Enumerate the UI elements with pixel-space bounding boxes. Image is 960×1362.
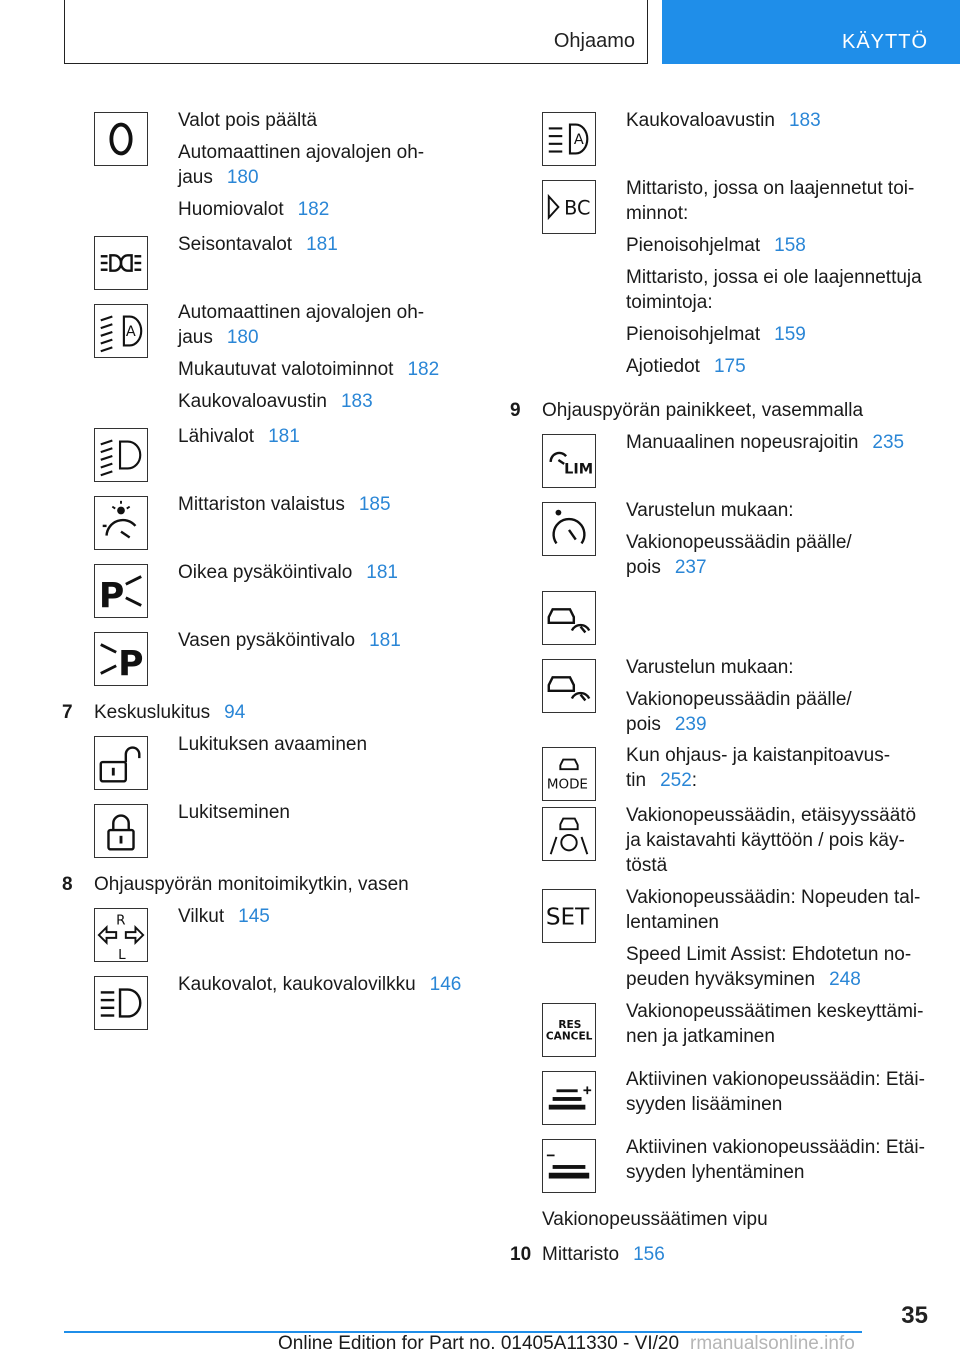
page-reference-link[interactable]: 252 (660, 770, 692, 791)
row-description (626, 655, 930, 737)
item-number: 8 (62, 874, 73, 895)
row-description (626, 999, 930, 1049)
description-line: Mukautuvat valotoiminnot 182 (178, 359, 440, 380)
description-line: Vakionopeussäätimen keskeyttämi- nen ja jatkaminen (626, 1001, 924, 1047)
svg-text:LIM: LIM (564, 461, 594, 478)
icon-row (62, 800, 472, 868)
lane-assist-icon (542, 807, 596, 861)
speed-limiter-icon (542, 434, 596, 488)
icon-row (510, 587, 930, 655)
description-line: Aktiivinen vakionopeussäädin: Etäi- syyden lyhentäminen (626, 1137, 925, 1183)
row-description (626, 498, 930, 580)
page-reference-link[interactable]: 145 (238, 906, 270, 927)
svg-text:P: P (118, 644, 144, 685)
row-description (178, 492, 472, 517)
page-reference-link[interactable]: 181 (369, 630, 401, 651)
icon-row (510, 803, 930, 885)
unlock-icon (94, 736, 148, 790)
description-line: Kun ohjaus- ja kaistanpitoavus- tin 252: (626, 745, 891, 791)
item-number: 7 (62, 702, 73, 723)
description-line: Pienoisohjelmat 159 (626, 324, 806, 345)
description-line: Varustelun mukaan: (626, 500, 794, 521)
page-number: 35 (901, 1302, 928, 1329)
row-description (178, 732, 472, 757)
row-description (626, 1067, 930, 1117)
icon-row (62, 972, 472, 1040)
description-line: Vakionopeussäädin päälle/ pois 239 (626, 689, 852, 735)
icon-row (62, 732, 472, 800)
description-line: Ajotiedot 175 (626, 356, 746, 377)
high-beam-assist-icon (542, 112, 596, 166)
row-description (178, 904, 472, 929)
description-line: Valot pois päältä (178, 110, 318, 131)
high-beam-icon (94, 976, 148, 1030)
svg-text:R: R (116, 912, 126, 929)
page-reference-link[interactable]: 181 (268, 426, 300, 447)
svg-text:SET: SET (545, 904, 590, 931)
icon-row (510, 1135, 930, 1203)
description-line: Kaukovaloavustin 183 (178, 391, 373, 412)
footer-edition: Online Edition for Part no. 01405A11330 - VI/20 (278, 1333, 680, 1354)
icon-row (510, 176, 930, 394)
page-reference-link[interactable]: 237 (674, 557, 707, 578)
svg-text:L: L (118, 947, 126, 961)
row-description (178, 800, 472, 825)
description-line: Lukituksen avaaminen (178, 734, 368, 755)
header-section-box (64, 0, 648, 64)
chapter-title: KÄYTTÖ (841, 31, 928, 53)
page-reference-link[interactable]: 180 (226, 327, 259, 348)
description-line: Kaukovalot, kaukovalovilkku 146 (178, 974, 462, 995)
cruise-control-car-icon (542, 659, 596, 713)
description-line: Automaattinen ajovalojen oh- jaus 180 (178, 302, 425, 348)
distance-increase-icon (542, 1071, 596, 1125)
page-reference-link[interactable]: 159 (774, 324, 806, 345)
page-reference-link[interactable]: 146 (429, 974, 462, 995)
icon-row (62, 424, 472, 492)
svg-text:P: P (98, 576, 125, 617)
svg-text:A: A (125, 323, 136, 340)
page-reference-link[interactable]: 180 (226, 167, 259, 188)
description-line: Automaattinen ajovalojen oh- jaus 180 (178, 142, 425, 188)
page-reference-link[interactable]: 181 (306, 234, 338, 255)
description-line: Oikea pysäköintivalo 181 (178, 562, 398, 583)
page-reference-link[interactable]: 156 (633, 1244, 665, 1265)
description-line: Seisontavalot 181 (178, 234, 338, 255)
row-description (178, 560, 472, 585)
bc-button-icon (542, 180, 596, 234)
row-description (626, 430, 930, 455)
page-reference-link[interactable]: 94 (224, 702, 246, 723)
icon-row (510, 999, 930, 1067)
description-line: Vakionopeussäädin: Nopeuden tal- lentaminen (626, 887, 921, 933)
row-description (178, 972, 472, 997)
right-column (510, 108, 930, 1274)
set-button-icon (542, 889, 596, 943)
header-chapter-tab[interactable] (662, 0, 960, 64)
row-description (626, 108, 930, 133)
icon-row (510, 430, 930, 498)
row-description (178, 108, 472, 222)
item-title: Mittaristo (542, 1244, 620, 1265)
item-title: Ohjauspyörän painikkeet, vasemmalla (542, 400, 864, 421)
description-line: Aktiivinen vakionopeussäädin: Etäi- syyden lisääminen (626, 1069, 925, 1115)
page-reference-link[interactable]: 182 (407, 359, 440, 380)
list-item (62, 700, 472, 725)
page-reference-link[interactable]: 185 (358, 494, 391, 515)
left-parking-light-icon (94, 632, 148, 686)
page-reference-link[interactable]: 182 (297, 199, 330, 220)
mode-button-icon (542, 747, 596, 801)
description-line: Pienoisohjelmat 158 (626, 235, 806, 256)
description-line: Vasen pysäköintivalo 181 (178, 630, 401, 651)
description-line: Huomiovalot 182 (178, 199, 330, 220)
row-description (178, 232, 472, 257)
description-line: Kaukovaloavustin 183 (626, 110, 821, 131)
page-reference-link[interactable]: 239 (674, 714, 707, 735)
list-item (510, 1242, 930, 1267)
left-column (62, 108, 472, 1040)
page-reference-link[interactable]: 175 (713, 356, 746, 377)
icon-row (62, 904, 472, 972)
turn-signal-icon (94, 908, 148, 962)
description-line: Vilkut 145 (178, 906, 270, 927)
plain-text: Vakionopeussäätimen vipu (542, 1209, 768, 1230)
icon-row (62, 232, 472, 300)
page-reference-link[interactable]: 248 (829, 969, 861, 990)
row-description (178, 628, 472, 653)
row-description (626, 1135, 930, 1185)
description-line: Lukitseminen (178, 802, 290, 823)
icon-row (510, 743, 930, 803)
row-description (626, 176, 930, 379)
description-line: Varustelun mukaan: (626, 657, 794, 678)
list-item (510, 398, 930, 423)
item-title: Keskuslukitus (94, 702, 211, 723)
svg-text:BC: BC (564, 196, 591, 220)
icon-row (510, 885, 930, 999)
low-beam-icon (94, 428, 148, 482)
icon-row (510, 498, 930, 580)
svg-text:RES: RES (558, 1019, 582, 1032)
description-line: Manuaalinen nopeusrajoitin 235 (626, 432, 905, 453)
description-line: Mittaristo, jossa on laajennetut toi- minnot: (626, 178, 915, 224)
svg-text:CANCEL: CANCEL (545, 1030, 593, 1043)
item-number: 9 (510, 400, 521, 421)
row-description (626, 803, 930, 878)
row-description (626, 743, 930, 793)
list-item (62, 872, 472, 897)
row-description (178, 424, 472, 449)
parking-lights-icon (94, 236, 148, 290)
icon-row (62, 108, 472, 232)
icon-row (62, 492, 472, 560)
svg-text:A: A (573, 131, 584, 148)
description-line: Vakionopeussäädin päälle/ pois 237 (626, 532, 852, 578)
page-reference-link[interactable]: 181 (366, 562, 398, 583)
light-switch-zero-icon (94, 112, 148, 166)
row-description (626, 885, 930, 992)
icon-row (510, 1067, 930, 1135)
icon-row (510, 108, 930, 176)
icon-row (510, 655, 930, 743)
icon-row (62, 300, 472, 424)
res-cancel-button-icon (542, 1003, 596, 1057)
cruise-control-car-icon (542, 591, 596, 645)
page-reference-link[interactable]: 183 (788, 110, 821, 131)
page-reference-link[interactable]: 183 (340, 391, 373, 412)
description-line: Mittariston valaistus 185 (178, 494, 391, 515)
instrument-lighting-icon (94, 496, 148, 550)
icon-row (62, 560, 472, 628)
lock-icon (94, 804, 148, 858)
item-number: 10 (510, 1244, 532, 1265)
page-reference-link[interactable]: 235 (872, 432, 905, 453)
svg-text:MODE: MODE (546, 776, 588, 793)
distance-decrease-icon (542, 1139, 596, 1193)
description-line: Speed Limit Assist: Ehdotetun no- peuden hyväksyminen 248 (626, 944, 912, 990)
section-title: Ohjaamo (553, 30, 635, 52)
icon-row (62, 628, 472, 696)
description-line: Vakionopeussäädin, etäisyyssäätö ja kaistavahti käyttöön / pois käy- töstä (626, 805, 917, 876)
watermark-text: rmanualsonline.info (690, 1333, 855, 1354)
description-line: Mittaristo, jossa ei ole laajennettuja toimintoja: (626, 267, 922, 313)
description-line: Lähivalot 181 (178, 426, 300, 447)
page-reference-link[interactable]: 158 (774, 235, 806, 256)
item-title: Ohjauspyörän monitoimikytkin, vasen (94, 874, 409, 895)
auto-headlight-icon (94, 304, 148, 358)
cruise-control-icon (542, 502, 596, 556)
right-parking-light-icon (94, 564, 148, 618)
row-description (178, 300, 472, 414)
